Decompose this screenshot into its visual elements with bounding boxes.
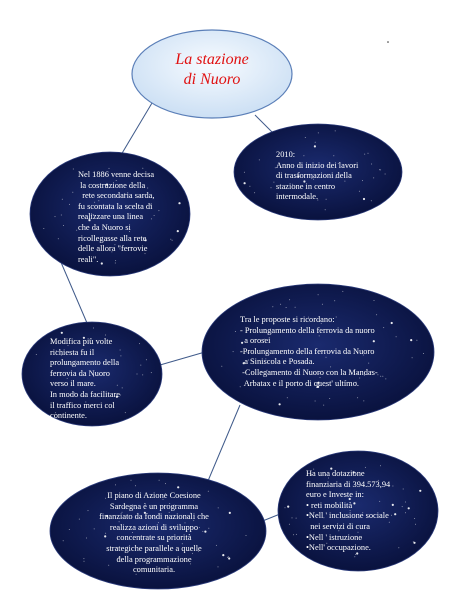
text-line: a Siniscola e Posada. <box>240 357 315 367</box>
text-line: ferrovia da Nuoro <box>50 368 110 378</box>
text-line: intermodale. <box>276 192 319 202</box>
star-dot <box>271 187 272 188</box>
text-line: finanziaria di 394.573,94 <box>306 479 391 489</box>
star-dot <box>279 403 281 405</box>
text-line: - Prolungamento della ferrovia da nuoro <box>240 325 375 335</box>
star-dot <box>244 182 246 184</box>
text-line: di trasformazioni della <box>276 171 352 181</box>
star-dot <box>289 524 290 525</box>
diagram-title <box>137 50 287 90</box>
star-dot <box>259 159 260 160</box>
star-dot <box>249 186 250 187</box>
text-line: Il piano di Azione Coesione <box>107 491 201 500</box>
star-dot <box>93 328 94 329</box>
star-dot <box>221 366 222 367</box>
decorative-dot <box>387 41 389 43</box>
star-dot <box>296 518 297 519</box>
text-line: 2010: <box>276 150 296 159</box>
star-dot <box>235 331 236 332</box>
star-dot <box>325 209 326 210</box>
text-line: finanziato da fondi nazionali che <box>99 512 209 522</box>
connector-proposte-piano <box>205 405 240 488</box>
text-line: realizzare una linea <box>78 212 144 222</box>
star-dot <box>315 401 316 402</box>
star-dot <box>293 534 294 535</box>
star-dot <box>323 405 324 406</box>
text-line: Arbatax e il porto di quest' ultimo. <box>240 378 359 388</box>
star-dot <box>355 554 356 555</box>
star-dot <box>244 172 245 173</box>
star-dot <box>254 192 255 193</box>
star-dot <box>72 192 73 193</box>
star-dot <box>79 519 80 520</box>
text-line: In modo da facilitare <box>50 389 120 399</box>
text-line: Ha una dotazione <box>306 469 365 478</box>
star-dot <box>69 529 70 530</box>
text-line: fu scontata la scelta di <box>78 201 153 211</box>
text-line: stazione in centro <box>276 181 336 191</box>
star-dot <box>334 300 335 301</box>
node-modifica-text <box>50 337 150 422</box>
text-line: •Nell' occupazione. <box>306 543 371 553</box>
star-dot <box>295 307 296 308</box>
star-dot <box>374 300 375 301</box>
star-dot <box>289 299 290 300</box>
star-dot <box>63 225 64 226</box>
text-line: nei servizi di cura <box>306 521 370 531</box>
star-dot <box>318 132 319 133</box>
star-dot <box>73 169 74 170</box>
star-dot <box>109 168 110 169</box>
star-dot <box>357 397 358 398</box>
text-line: reali". <box>78 254 99 264</box>
star-dot <box>246 535 247 536</box>
star-dot <box>43 228 44 229</box>
star-dot <box>61 332 63 334</box>
star-dot <box>177 486 179 488</box>
text-line: strategiche parallele a quelle <box>106 543 202 553</box>
star-dot <box>165 483 166 484</box>
node-1886-text <box>78 170 188 265</box>
connector-title-1886 <box>118 103 152 160</box>
text-line: richiesta fu il <box>50 347 95 357</box>
node-proposte-text <box>240 315 420 389</box>
text-line: Tra le proposte si ricordano: <box>240 315 335 324</box>
star-dot <box>380 465 381 466</box>
star-dot <box>322 304 323 305</box>
star-dot <box>105 335 106 336</box>
star-dot <box>315 142 316 143</box>
text-line: a orosei <box>240 336 271 346</box>
node-2010-text <box>276 150 386 203</box>
star-dot <box>286 307 287 308</box>
star-dot <box>423 353 424 354</box>
text-line: -Prolungamento della ferrovia da Nuoro <box>240 346 375 356</box>
text-line: Sardegna è un programma <box>109 501 199 511</box>
star-dot <box>329 398 330 399</box>
star-dot <box>58 238 59 239</box>
text-line: •Nell ' inclusione sociale <box>306 511 389 521</box>
star-dot <box>115 484 116 485</box>
star-dot <box>69 204 70 205</box>
star-dot <box>314 145 316 147</box>
text-line: ricollegasse alla rete <box>78 233 147 243</box>
star-dot <box>363 400 364 401</box>
text-line: verso il mare. <box>50 379 96 389</box>
text-line: • reti mobilità <box>306 500 353 510</box>
text-line: rete secondaria sarda, <box>78 191 155 201</box>
star-dot <box>228 557 230 559</box>
star-dot <box>318 294 319 295</box>
text-line: prolungamento della <box>50 358 120 368</box>
star-dot <box>62 199 63 200</box>
text-line: il traffico merci col <box>50 400 115 410</box>
star-dot <box>280 304 281 305</box>
star-dot <box>36 354 37 355</box>
star-dot <box>335 130 336 131</box>
star-dot <box>227 557 228 558</box>
node-dotazione-text <box>306 469 426 554</box>
node-piano-text <box>84 491 224 576</box>
star-dot <box>159 480 160 481</box>
star-dot <box>287 506 289 508</box>
text-line: Modifica più volte <box>50 337 113 346</box>
text-line: la costruzione della <box>78 180 146 190</box>
star-dot <box>354 556 355 557</box>
star-dot <box>229 512 231 514</box>
star-dot <box>135 485 136 486</box>
connector-modifica-proposte <box>160 352 205 365</box>
star-dot <box>151 372 152 373</box>
text-line: -Collegamento di Nuoro con la Mandas- <box>240 367 378 377</box>
text-line: •Nell ' istruzione <box>306 532 363 542</box>
text-line: che da Nuoro si <box>78 222 131 232</box>
star-dot <box>63 540 64 541</box>
star-dot <box>61 215 62 216</box>
text-line: continente. <box>50 411 87 421</box>
text-line: Nel 1886 venne decisa <box>78 170 155 179</box>
star-dot <box>342 291 343 292</box>
star-dot <box>142 168 143 169</box>
star-dot <box>287 397 288 398</box>
text-line: euro e Investe in: <box>306 490 364 500</box>
text-line: comunitaria. <box>132 565 176 575</box>
star-dot <box>365 467 366 468</box>
star-dot <box>55 216 56 217</box>
text-line: della programmazione <box>116 554 192 564</box>
title-line-2: di Nuoro <box>183 71 241 88</box>
text-line: realizza azioni di sviluppo <box>109 522 199 532</box>
text-line: delle allora "ferrovie <box>78 244 148 254</box>
star-dot <box>273 182 274 183</box>
star-dot <box>285 507 286 508</box>
star-dot <box>233 351 234 352</box>
text-line: concentrate su priorità <box>116 533 192 543</box>
star-dot <box>296 534 297 535</box>
star-dot <box>292 517 293 518</box>
star-dot <box>131 480 132 481</box>
star-dot <box>305 137 306 138</box>
star-dot <box>228 556 229 557</box>
text-line: Anno di inizio dei lavori <box>276 160 359 170</box>
title-line-1: La stazione <box>175 51 249 68</box>
star-dot <box>272 306 273 307</box>
